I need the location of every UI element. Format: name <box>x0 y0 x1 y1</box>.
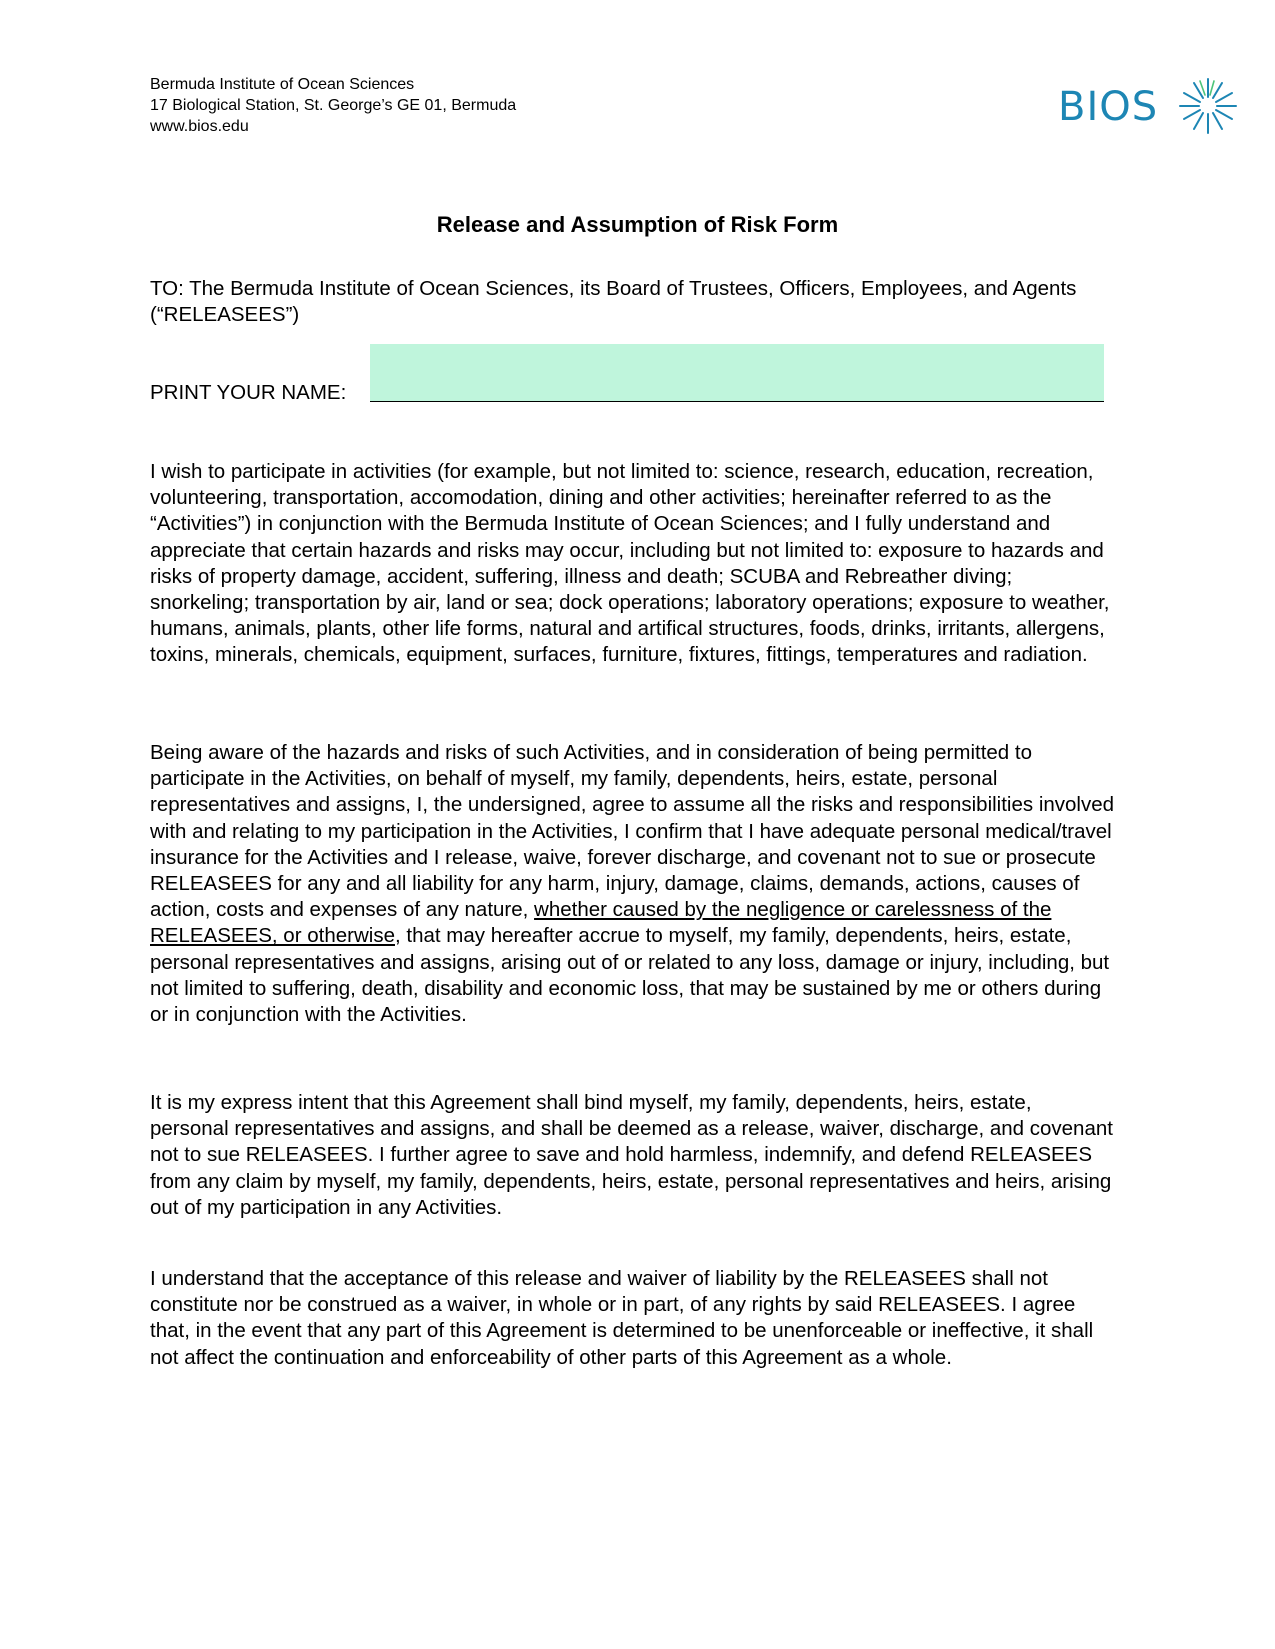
paragraph-acceptance: I understand that the acceptance of this release and waiver of liability by the RELEASEES shall not constitute nor be construed as a waiver, in whole or in part, of any rights by said RELEASEES. I agree that, in the event that any part of this Agreement is determined to be unenforceable or ineffective, it shall not affect the continuation and enforceability of other parts of this Agreement as a whole. <box>150 1267 1094 1369</box>
logo-text: BIOS <box>1058 84 1159 130</box>
negligence-clause: whether caused by the negligence or carelessness of the RELEASEES, or otherwise <box>150 898 1052 948</box>
paragraph-intent: It is my express intent that this Agreement shall bind myself, my family, dependents, heirs, estate, personal representatives and assigns, and shall be deemed as a release, waiver, discharge, and covenant not to sue RELEASEES. I further agree to save and hold harmless, indemnify, and defend RELEASEES from any claim by myself, my family, dependents, heirs, estate, personal representatives and heirs, arising out of my participation in any Activities. <box>150 1091 1113 1219</box>
address-line-street: 17 Biological Station, St. George’s GE 01, Bermuda <box>150 97 517 114</box>
address-line-name: Bermuda Institute of Ocean Sciences <box>150 76 415 93</box>
name-field-label: PRINT YOUR NAME: <box>150 381 347 404</box>
institution-address <box>150 74 516 137</box>
address-line-website: www.bios.edu <box>150 118 249 135</box>
release-text-end: , that may hereafter accrue to myself, my family, dependents, heirs, estate, personal representatives and assigns, arising out of or related to any loss, damage or injury, including, but not limited to suffering, death, disability and economic loss, that may be sustained by me or others during or in conjunction with the Activities. <box>150 924 1110 1027</box>
name-input[interactable] <box>370 344 1104 402</box>
page-title: Release and Assumption of Risk Form <box>436 212 839 237</box>
release-text-start: Being aware of the hazards and risks of such Activities, and in consideration of being permitted to participate in the Activities, on behalf of myself, my family, dependents, heirs, estate, personal representatives and assigns, I, the undersigned, agree to assume all the risks and responsibilities involved with and relating to my participation in the Activities, I confirm that I have adequate personal medical/travel insurance for the Activities and I release, waive, forever discharge, and covenant not to sue or prosecute RELEASEES for any and all liability for any harm, injury, damage, claims, demands, actions, causes of action, costs and expenses of any nature, <box>150 741 1115 922</box>
sunburst-icon <box>1175 72 1241 138</box>
paragraph-release <box>150 740 1115 1028</box>
bios-logo <box>1058 72 1238 142</box>
to-line: TO: The Bermuda Institute of Ocean Sciences, its Board of Trustees, Officers, Employees, and Agents (“RELEASEES”) <box>150 277 1077 326</box>
paragraph-activities: I wish to participate in activities (for example, but not limited to: science, research, education, recreation, volunteering, transportation, accomodation, dining and other activities; hereinafter referred to as the “Activities”) in conjunction with the Bermuda Institute of Ocean Sciences; and I fully understand and appreciate that certain hazards and risks may occur, including but not limited to: exposure to hazards and risks of property damage, accident, suffering, illness and death; SCUBA and Rebreather diving; snorkeling; transportation by air, land or sea; dock operations; laboratory operations; exposure to weather, humans, animals, plants, other life forms, natural and artifical structures, foods, drinks, irritants, allergens, toxins, minerals, chemicals, equipment, surfaces, furniture, fixtures, fittings, temperatures and radiation. <box>150 460 1110 667</box>
